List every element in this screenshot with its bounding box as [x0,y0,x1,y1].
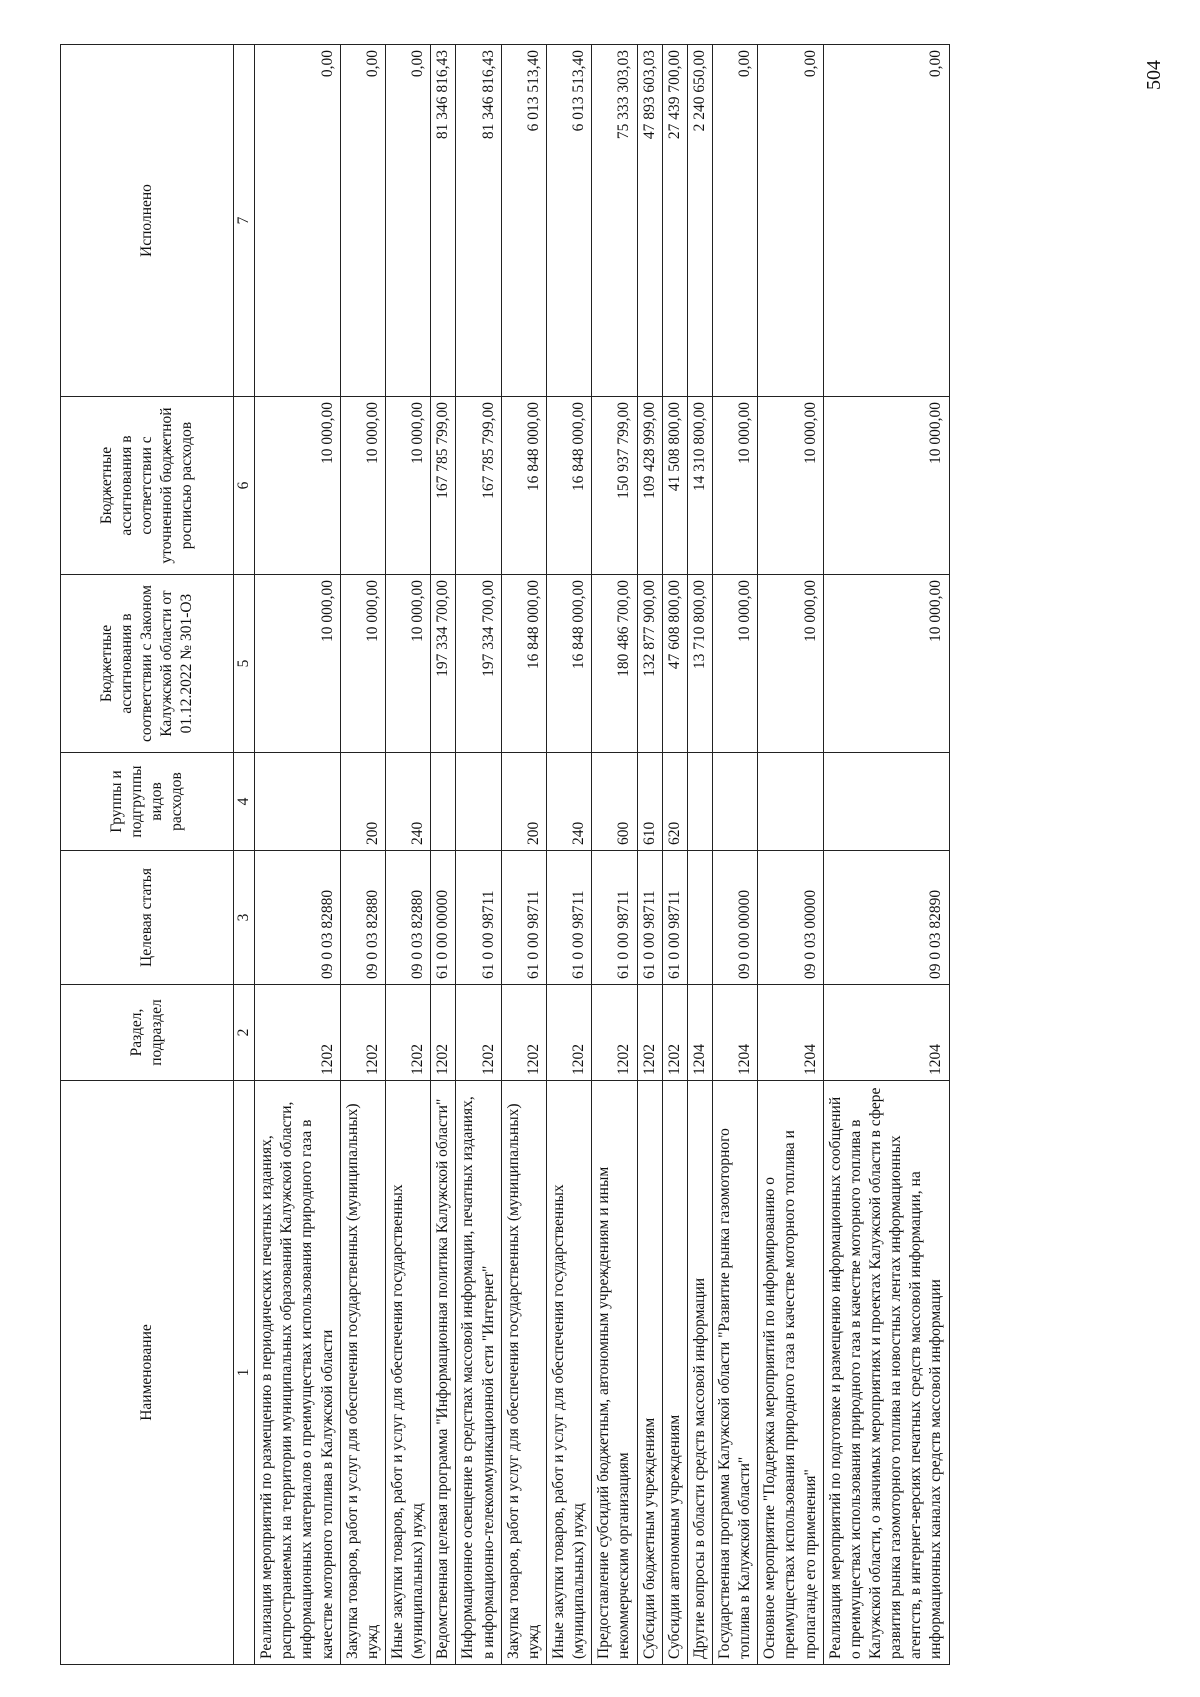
row-executed-amount: 47 893 603,03 [637,45,662,397]
row-section: 1202 [385,985,430,1081]
column-number: 1 [234,1081,255,1665]
table-row [255,45,341,1665]
column-number: 4 [234,753,255,851]
row-group: 240 [546,753,591,851]
row-name: Информационное освещение в средствах массовой информации, печатных изданиях, в информационно-телекоммуникационной сети "Интернет" [456,1081,501,1665]
row-plan-amount: 109 428 999,00 [637,397,662,575]
row-law-amount: 197 334 700,00 [431,575,456,753]
row-law-amount: 10 000,00 [340,575,385,753]
row-plan-amount: 16 848 000,00 [501,397,546,575]
row-plan-amount: 16 848 000,00 [546,397,591,575]
row-plan-amount: 10 000,00 [758,397,823,575]
row-article: 61 0 00 98711 [501,851,546,985]
column-number: 5 [234,575,255,753]
row-article: 61 0 00 98711 [456,851,501,985]
row-section: 1202 [592,985,637,1081]
table-row [662,45,687,1665]
row-executed-amount: 0,00 [712,45,757,397]
row-group: 600 [592,753,637,851]
row-plan-amount: 167 785 799,00 [456,397,501,575]
row-article: 09 0 03 82880 [255,851,341,985]
row-law-amount: 47 608 800,00 [662,575,687,753]
row-article: 61 0 00 98711 [592,851,637,985]
row-name: Ведомственная целевая программа "Информационная политика Калужской области" [431,1081,456,1665]
row-name: Другие вопросы в области средств массовой информации [687,1081,712,1665]
row-executed-amount: 0,00 [255,45,341,397]
row-executed-amount: 0,00 [385,45,430,397]
row-law-amount: 180 486 700,00 [592,575,637,753]
row-section: 1202 [501,985,546,1081]
row-plan-amount: 167 785 799,00 [431,397,456,575]
row-article: 61 0 00 98711 [662,851,687,985]
row-article: 61 0 00 98711 [546,851,591,985]
row-section: 1204 [687,985,712,1081]
row-plan-amount: 41 508 800,00 [662,397,687,575]
row-section: 1202 [340,985,385,1081]
row-name: Основное мероприятие "Поддержка мероприятий по информированию о преимуществах использования природного газа в качестве моторного топлива и пропаганде его применения" [758,1081,823,1665]
row-name: Предоставление субсидий бюджетным, автономным учреждениям и иным некоммерческим организациям [592,1081,637,1665]
row-article: 09 0 03 82890 [823,851,949,985]
row-executed-amount: 27 439 700,00 [662,45,687,397]
table-row [592,45,637,1665]
row-article: 09 0 00 00000 [712,851,757,985]
row-group [712,753,757,851]
row-plan-amount: 10 000,00 [823,397,949,575]
budget-table [60,44,950,1665]
header-law-allocations: Бюджетные ассигнования в соответствии с Законом Калужской области от 01.12.2022 № 301-ОЗ [61,575,234,753]
row-name: Реализация мероприятий по размещению в периодических печатных изданиях, распространяемых на территории муниципальных образований Калужской области, информационных материалов о преимуществах использования природного газа в качестве моторного топлива в Калужской области [255,1081,341,1665]
row-law-amount: 10 000,00 [823,575,949,753]
header-plan-allocations: Бюджетные ассигнования в соответствии с уточненной бюджетной росписью расходов [61,397,234,575]
row-plan-amount: 14 310 800,00 [687,397,712,575]
row-name: Закупка товаров, работ и услуг для обеспечения государственных (муниципальных) нужд [501,1081,546,1665]
row-plan-amount: 10 000,00 [712,397,757,575]
row-law-amount: 10 000,00 [255,575,341,753]
row-section: 1202 [255,985,341,1081]
budget-sheet [60,45,1140,1665]
row-executed-amount: 0,00 [340,45,385,397]
row-group [456,753,501,851]
row-section: 1202 [456,985,501,1081]
row-executed-amount: 75 333 303,03 [592,45,637,397]
column-number: 6 [234,397,255,575]
table-row [687,45,712,1665]
row-section: 1202 [431,985,456,1081]
row-article: 09 0 03 82880 [340,851,385,985]
row-executed-amount: 6 013 513,40 [501,45,546,397]
row-law-amount: 16 848 000,00 [546,575,591,753]
column-number-row [234,45,255,1665]
page-number: 504 [1143,60,1165,90]
table-row [501,45,546,1665]
header-name: Наименование [61,1081,234,1665]
header-groups: Группы и подгруппы видов расходов [61,753,234,851]
table-row [546,45,591,1665]
table-row [637,45,662,1665]
row-plan-amount: 150 937 799,00 [592,397,637,575]
row-group [823,753,949,851]
row-section: 1204 [823,985,949,1081]
row-section: 1204 [758,985,823,1081]
row-name: Иные закупки товаров, работ и услуг для обеспечения государственных (муниципальных) нужд [385,1081,430,1665]
row-section: 1204 [712,985,757,1081]
row-group: 240 [385,753,430,851]
row-section: 1202 [662,985,687,1081]
row-law-amount: 16 848 000,00 [501,575,546,753]
header-section: Раздел, подраздел [61,985,234,1081]
row-article: 61 0 00 98711 [637,851,662,985]
row-executed-amount: 2 240 650,00 [687,45,712,397]
row-executed-amount: 0,00 [823,45,949,397]
row-name: Закупка товаров, работ и услуг для обеспечения государственных (муниципальных) нужд [340,1081,385,1665]
row-group [431,753,456,851]
row-group: 200 [501,753,546,851]
table-row [385,45,430,1665]
row-executed-amount: 81 346 816,43 [456,45,501,397]
header-row [61,45,234,1665]
row-group [758,753,823,851]
row-name: Субсидии автономным учреждениям [662,1081,687,1665]
row-executed-amount: 6 013 513,40 [546,45,591,397]
header-executed: Исполнено [61,45,234,397]
row-plan-amount: 10 000,00 [385,397,430,575]
row-section: 1202 [546,985,591,1081]
row-name: Реализация мероприятий по подготовке и размещению информационных сообщений о преимуществах использования природного газа в качестве моторного топлива в Калужской области, о значимых мероприятиях и проектах Калужской области в сфере развития рынка газомоторного топлива на новостных лентах информационных агентств, в интернет-версиях печатных средств массовой информации, на информационных каналах средств массовой информации [823,1081,949,1665]
row-section: 1202 [637,985,662,1081]
row-article [687,851,712,985]
column-number: 2 [234,985,255,1081]
row-group: 620 [662,753,687,851]
column-number: 3 [234,851,255,985]
row-law-amount: 10 000,00 [712,575,757,753]
row-law-amount: 10 000,00 [758,575,823,753]
row-plan-amount: 10 000,00 [340,397,385,575]
table-row [823,45,949,1665]
row-name: Иные закупки товаров, работ и услуг для обеспечения государственных (муниципальных) нужд [546,1081,591,1665]
row-group: 200 [340,753,385,851]
header-article: Целевая статья [61,851,234,985]
table-body [255,45,949,1665]
row-article: 61 0 00 00000 [431,851,456,985]
column-number: 7 [234,45,255,397]
row-article: 09 0 03 82880 [385,851,430,985]
row-plan-amount: 10 000,00 [255,397,341,575]
row-article: 09 0 03 00000 [758,851,823,985]
row-executed-amount: 81 346 816,43 [431,45,456,397]
row-executed-amount: 0,00 [758,45,823,397]
row-law-amount: 197 334 700,00 [456,575,501,753]
table-row [758,45,823,1665]
row-law-amount: 132 877 900,00 [637,575,662,753]
table-row [456,45,501,1665]
row-group: 610 [637,753,662,851]
table-row [340,45,385,1665]
row-group [687,753,712,851]
table-row [431,45,456,1665]
row-law-amount: 10 000,00 [385,575,430,753]
row-name: Государственная программа Калужской области "Развитие рынка газомоторного топлива в Калужской области" [712,1081,757,1665]
row-group [255,753,341,851]
row-name: Субсидии бюджетным учреждениям [637,1081,662,1665]
row-law-amount: 13 710 800,00 [687,575,712,753]
table-row [712,45,757,1665]
